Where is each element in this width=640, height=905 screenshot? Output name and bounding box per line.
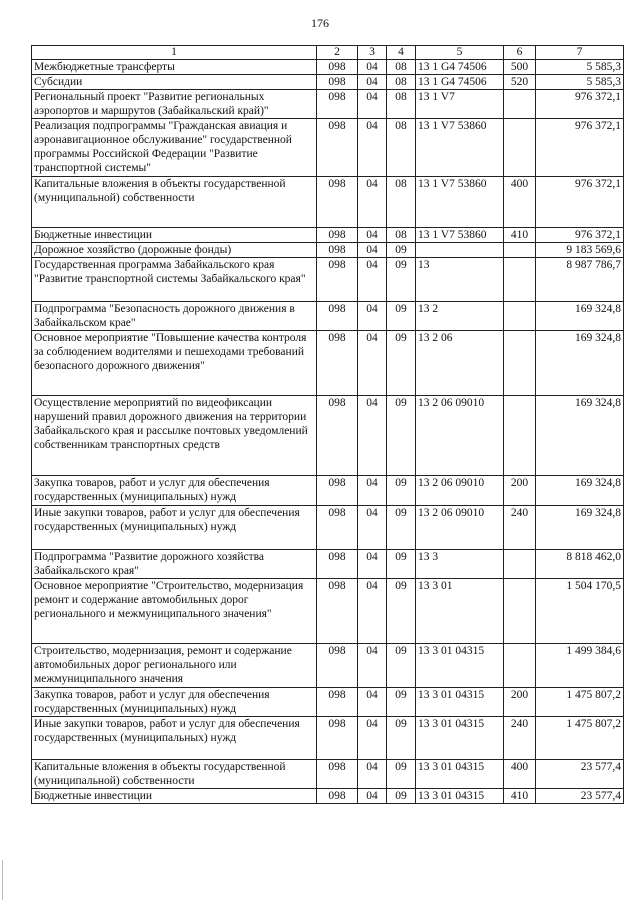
table-row [32, 644, 624, 688]
row-cs-cell: 13 2 [416, 302, 504, 331]
row-rz-cell: 04 [358, 60, 387, 75]
table-row [32, 177, 624, 228]
row-pr-cell: 08 [387, 90, 416, 119]
row-gr-cell: 098 [317, 789, 358, 804]
row-rz-cell: 04 [358, 302, 387, 331]
table-row [32, 579, 624, 644]
row-amount-cell: 8 818 462,0 [536, 550, 624, 579]
row-vr-cell: 520 [504, 75, 536, 90]
row-rz-cell: 04 [358, 688, 387, 717]
row-vr-cell [504, 243, 536, 258]
table-row [32, 717, 624, 760]
row-gr-cell: 098 [317, 243, 358, 258]
row-cs-cell: 13 3 01 04315 [416, 760, 504, 789]
row-vr-cell [504, 550, 536, 579]
row-rz-cell: 04 [358, 90, 387, 119]
row-pr-cell: 08 [387, 228, 416, 243]
row-gr-cell: 098 [317, 579, 358, 644]
row-vr-cell: 500 [504, 60, 536, 75]
row-cs-cell: 13 2 06 09010 [416, 396, 504, 476]
row-pr-cell: 09 [387, 550, 416, 579]
row-gr-cell: 098 [317, 119, 358, 177]
row-rz-cell: 04 [358, 243, 387, 258]
row-pr-cell: 09 [387, 243, 416, 258]
row-rz-cell: 04 [358, 550, 387, 579]
row-name-cell: Межбюджетные трансферты [32, 60, 317, 75]
row-cs-cell: 13 1 V7 53860 [416, 119, 504, 177]
row-pr-cell: 09 [387, 506, 416, 550]
table-row [32, 760, 624, 789]
row-cs-cell: 13 3 01 04315 [416, 789, 504, 804]
table-row [32, 75, 624, 90]
row-cs-cell: 13 2 06 09010 [416, 506, 504, 550]
table-row [32, 302, 624, 331]
header-cell-1: 1 [32, 46, 317, 60]
row-cs-cell: 13 2 06 [416, 331, 504, 396]
row-rz-cell: 04 [358, 506, 387, 550]
table-row [32, 228, 624, 243]
row-cs-cell: 13 1 G4 74506 [416, 60, 504, 75]
row-amount-cell: 23 577,4 [536, 789, 624, 804]
row-gr-cell: 098 [317, 760, 358, 789]
row-name-cell: Основное мероприятие "Строительство, модернизация ремонт и содержание автомобильных дорог регионального и межмуниципального значения" [32, 579, 317, 644]
row-amount-cell: 169 324,8 [536, 302, 624, 331]
row-pr-cell: 08 [387, 75, 416, 90]
table-row [32, 789, 624, 804]
row-vr-cell: 410 [504, 228, 536, 243]
row-cs-cell: 13 1 V7 53860 [416, 228, 504, 243]
row-name-cell: Основное мероприятие "Повышение качества контроля за соблюдением водителями и пешеходами требований безопасного дорожного движения" [32, 331, 317, 396]
row-name-cell: Дорожное хозяйство (дорожные фонды) [32, 243, 317, 258]
row-amount-cell: 1 475 807,2 [536, 688, 624, 717]
row-gr-cell: 098 [317, 396, 358, 476]
row-cs-cell: 13 3 [416, 550, 504, 579]
header-cell-3: 3 [358, 46, 387, 60]
row-gr-cell: 098 [317, 506, 358, 550]
row-name-cell: Капитальные вложения в объекты государственной (муниципальной) собственности [32, 177, 317, 228]
row-amount-cell: 5 585,3 [536, 60, 624, 75]
row-rz-cell: 04 [358, 760, 387, 789]
row-rz-cell: 04 [358, 177, 387, 228]
row-gr-cell: 098 [317, 476, 358, 506]
table-row [32, 476, 624, 506]
page-number: 176 [311, 16, 329, 30]
row-rz-cell: 04 [358, 476, 387, 506]
header-row [32, 46, 624, 60]
row-name-cell: Осуществление мероприятий по видеофиксации нарушений правил дорожного движения на территории Забайкальского края и рассылке почтовых уведомлений собственникам транспортных средств [32, 396, 317, 476]
row-cs-cell: 13 3 01 04315 [416, 644, 504, 688]
row-pr-cell: 09 [387, 331, 416, 396]
row-name-cell: Капитальные вложения в объекты государственной (муниципальной) собственности [32, 760, 317, 789]
row-gr-cell: 098 [317, 228, 358, 243]
row-pr-cell: 09 [387, 717, 416, 760]
row-cs-cell [416, 243, 504, 258]
row-amount-cell: 1 499 384,6 [536, 644, 624, 688]
row-name-cell: Подпрограмма "Развитие дорожного хозяйства Забайкальского края" [32, 550, 317, 579]
table-row [32, 243, 624, 258]
row-gr-cell: 098 [317, 60, 358, 75]
row-amount-cell: 169 324,8 [536, 476, 624, 506]
row-cs-cell: 13 1 G4 74506 [416, 75, 504, 90]
row-rz-cell: 04 [358, 579, 387, 644]
row-cs-cell: 13 3 01 04315 [416, 717, 504, 760]
row-gr-cell: 098 [317, 331, 358, 396]
row-vr-cell: 240 [504, 506, 536, 550]
table-row [32, 688, 624, 717]
row-vr-cell: 400 [504, 177, 536, 228]
table-row [32, 396, 624, 476]
scan-margin-line [2, 860, 3, 900]
row-pr-cell: 09 [387, 579, 416, 644]
row-amount-cell: 976 372,1 [536, 177, 624, 228]
row-amount-cell: 8 987 786,7 [536, 258, 624, 302]
row-vr-cell [504, 119, 536, 177]
row-amount-cell: 976 372,1 [536, 119, 624, 177]
row-vr-cell [504, 579, 536, 644]
row-gr-cell: 098 [317, 688, 358, 717]
row-amount-cell: 169 324,8 [536, 506, 624, 550]
row-rz-cell: 04 [358, 789, 387, 804]
row-amount-cell: 9 183 569,6 [536, 243, 624, 258]
row-pr-cell: 09 [387, 789, 416, 804]
row-gr-cell: 098 [317, 75, 358, 90]
row-cs-cell: 13 3 01 [416, 579, 504, 644]
row-vr-cell: 410 [504, 789, 536, 804]
table-row [32, 60, 624, 75]
row-name-cell: Иные закупки товаров, работ и услуг для обеспечения государственных (муниципальных) нужд [32, 506, 317, 550]
row-vr-cell [504, 331, 536, 396]
row-rz-cell: 04 [358, 331, 387, 396]
row-vr-cell [504, 258, 536, 302]
row-rz-cell: 04 [358, 644, 387, 688]
row-amount-cell: 1 475 807,2 [536, 717, 624, 760]
header-cell-7: 7 [536, 46, 624, 60]
table-row [32, 331, 624, 396]
row-pr-cell: 09 [387, 760, 416, 789]
row-name-cell: Государственная программа Забайкальского края "Развитие транспортной системы Забайкальского края" [32, 258, 317, 302]
row-vr-cell [504, 396, 536, 476]
table-row [32, 258, 624, 302]
table-row [32, 90, 624, 119]
row-pr-cell: 09 [387, 302, 416, 331]
row-name-cell: Субсидии [32, 75, 317, 90]
row-name-cell: Реализация подпрограммы "Гражданская авиация и аэронавигационное обслуживание" государственной программы Российской Федерации "Развитие транспортной системы" [32, 119, 317, 177]
row-gr-cell: 098 [317, 302, 358, 331]
row-amount-cell: 1 504 170,5 [536, 579, 624, 644]
row-amount-cell: 976 372,1 [536, 228, 624, 243]
row-gr-cell: 098 [317, 550, 358, 579]
row-amount-cell: 169 324,8 [536, 396, 624, 476]
row-cs-cell: 13 1 V7 53860 [416, 177, 504, 228]
header-cell-5: 5 [416, 46, 504, 60]
row-amount-cell: 976 372,1 [536, 90, 624, 119]
row-gr-cell: 098 [317, 177, 358, 228]
row-gr-cell: 098 [317, 644, 358, 688]
row-pr-cell: 09 [387, 644, 416, 688]
row-vr-cell [504, 302, 536, 331]
header-cell-4: 4 [387, 46, 416, 60]
table-row [32, 119, 624, 177]
row-pr-cell: 09 [387, 688, 416, 717]
table-row [32, 506, 624, 550]
row-gr-cell: 098 [317, 258, 358, 302]
row-rz-cell: 04 [358, 75, 387, 90]
budget-table [31, 45, 624, 804]
row-pr-cell: 08 [387, 60, 416, 75]
row-name-cell: Иные закупки товаров, работ и услуг для обеспечения государственных (муниципальных) нужд [32, 717, 317, 760]
row-rz-cell: 04 [358, 119, 387, 177]
row-pr-cell: 09 [387, 258, 416, 302]
row-name-cell: Бюджетные инвестиции [32, 228, 317, 243]
row-pr-cell: 08 [387, 119, 416, 177]
row-vr-cell: 240 [504, 717, 536, 760]
row-rz-cell: 04 [358, 396, 387, 476]
row-rz-cell: 04 [358, 258, 387, 302]
row-cs-cell: 13 3 01 04315 [416, 688, 504, 717]
row-vr-cell: 200 [504, 476, 536, 506]
row-gr-cell: 098 [317, 717, 358, 760]
header-cell-6: 6 [504, 46, 536, 60]
row-name-cell: Закупка товаров, работ и услуг для обеспечения государственных (муниципальных) нужд [32, 688, 317, 717]
row-vr-cell [504, 90, 536, 119]
row-pr-cell: 09 [387, 476, 416, 506]
row-name-cell: Региональный проект "Развитие региональных аэропортов и маршрутов (Забайкальский край)" [32, 90, 317, 119]
row-name-cell: Бюджетные инвестиции [32, 789, 317, 804]
row-vr-cell: 200 [504, 688, 536, 717]
row-amount-cell: 23 577,4 [536, 760, 624, 789]
row-vr-cell: 400 [504, 760, 536, 789]
row-cs-cell: 13 [416, 258, 504, 302]
row-amount-cell: 169 324,8 [536, 331, 624, 396]
row-name-cell: Строительство, модернизация, ремонт и содержание автомобильных дорог регионального или межмуниципального значения [32, 644, 317, 688]
row-vr-cell [504, 644, 536, 688]
row-pr-cell: 08 [387, 177, 416, 228]
row-gr-cell: 098 [317, 90, 358, 119]
row-pr-cell: 09 [387, 396, 416, 476]
row-name-cell: Подпрограмма "Безопасность дорожного движения в Забайкальском крае" [32, 302, 317, 331]
row-rz-cell: 04 [358, 228, 387, 243]
row-rz-cell: 04 [358, 717, 387, 760]
row-cs-cell: 13 2 06 09010 [416, 476, 504, 506]
table-row [32, 550, 624, 579]
row-amount-cell: 5 585,3 [536, 75, 624, 90]
row-name-cell: Закупка товаров, работ и услуг для обеспечения государственных (муниципальных) нужд [32, 476, 317, 506]
header-cell-2: 2 [317, 46, 358, 60]
row-cs-cell: 13 1 V7 [416, 90, 504, 119]
